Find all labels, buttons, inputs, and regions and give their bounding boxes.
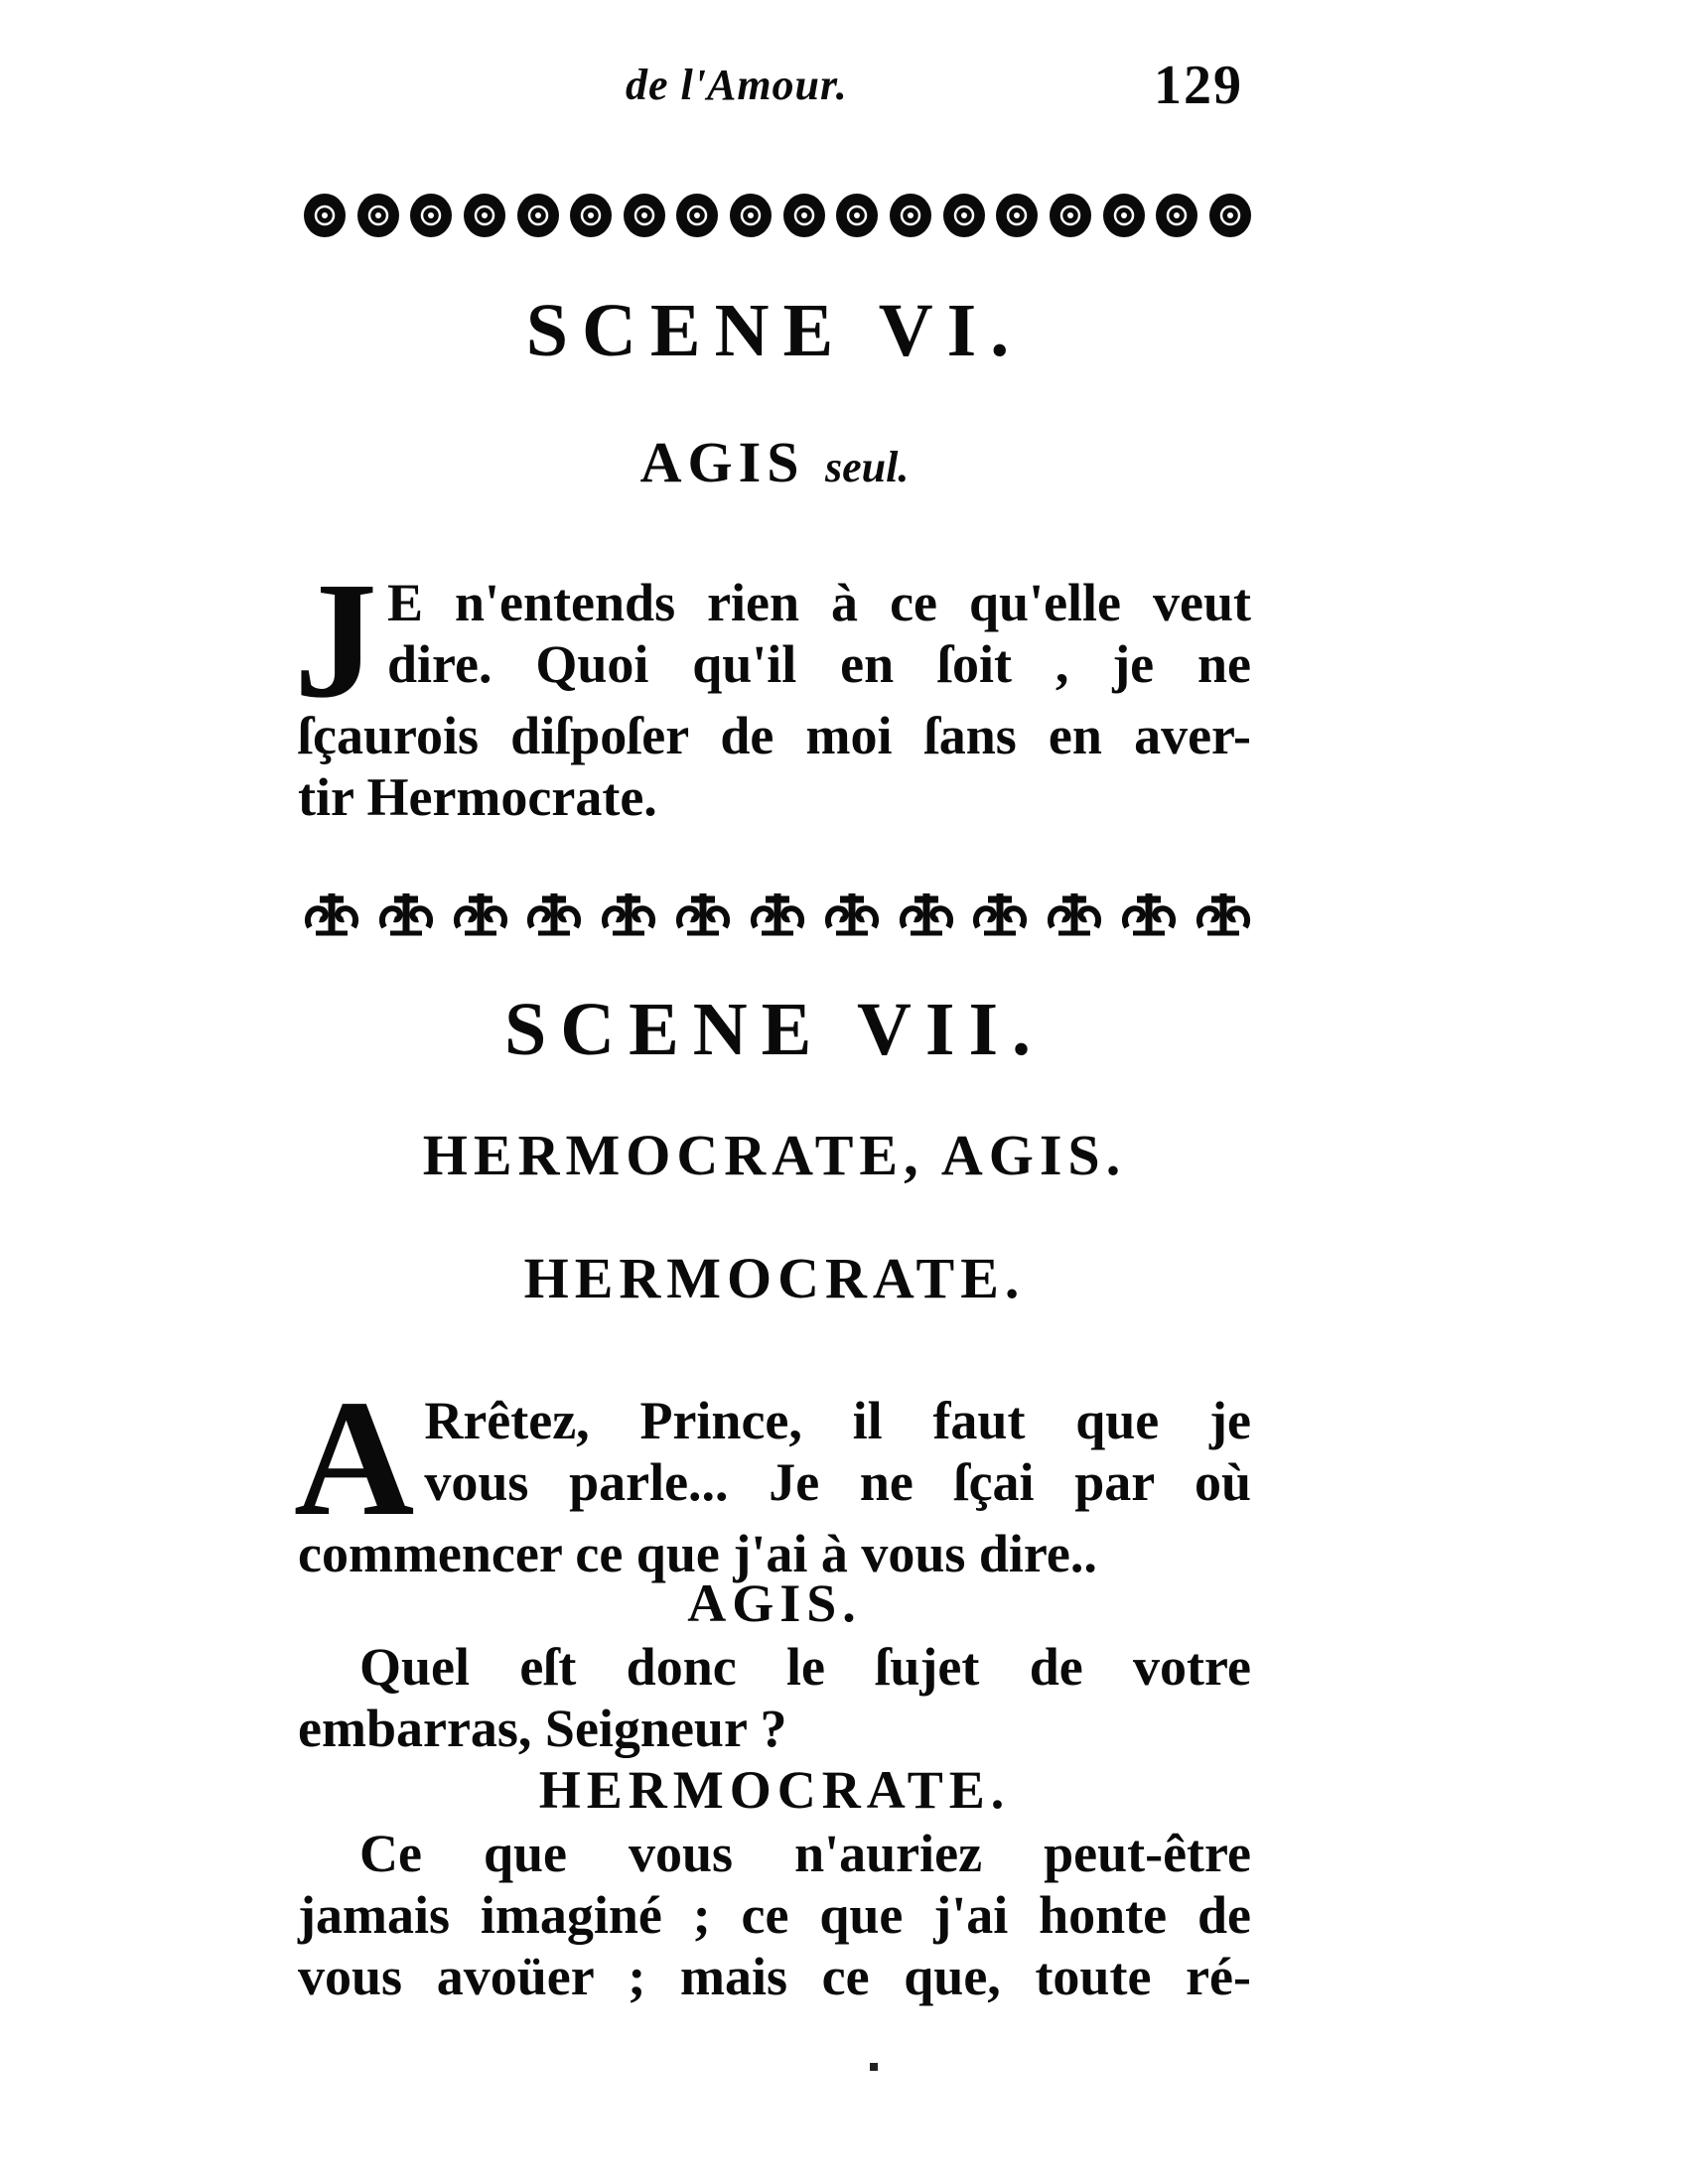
- fleuron-scroll-icon: [970, 887, 1030, 939]
- fleuron-rosette-icon: [355, 190, 401, 239]
- fleuron-rosette-icon: [728, 190, 774, 239]
- fleuron-rosette-icon: [568, 190, 614, 239]
- speaker-heading: [278, 429, 1271, 495]
- text-line: commencer ce que j'ai à vous dire..: [298, 1524, 1097, 1583]
- fleuron-scroll-icon: [599, 887, 658, 939]
- fleuron-rosette-icon: [781, 190, 827, 239]
- fleuron-rosette-icon: [408, 190, 454, 239]
- fleuron-rosette-icon: [302, 190, 348, 239]
- text-line: embarras, Seigneur ?: [298, 1699, 787, 1758]
- fleuron-rosette-icon: [1154, 190, 1199, 239]
- fleuron-rosette-icon: [515, 190, 561, 239]
- text-line: Quel eſt donc le ſujet de votre: [359, 1637, 1251, 1697]
- running-title: de l'Amour.: [626, 61, 848, 109]
- speaker-heading: HERMOCRATE.: [523, 1246, 1026, 1310]
- fleuron-scroll-icon: [1194, 887, 1253, 939]
- speech-paragraph: [294, 548, 1251, 828]
- text-line: vous parle... Je ne ſçai par où: [424, 1452, 1251, 1512]
- fleuron-rosette-icon: [1101, 190, 1147, 239]
- fleuron-rosette-icon: [1207, 190, 1253, 239]
- fleuron-rosette-icon: [834, 190, 880, 239]
- fleuron-rosette-icon: [994, 190, 1040, 239]
- fleuron-rosette-icon: [888, 190, 933, 239]
- text-line: jamais imaginé ; ce que j'ai honte de: [298, 1885, 1251, 1945]
- ornament-band-top: [302, 185, 1253, 244]
- running-head: [298, 52, 1251, 131]
- fleuron-scroll-icon: [1045, 887, 1104, 939]
- text-line: Ce que vous n'auriez peut-être: [359, 1824, 1251, 1883]
- fleuron-scroll-icon: [302, 887, 361, 939]
- fleuron-scroll-icon: [897, 887, 956, 939]
- drop-cap: J: [294, 548, 377, 733]
- text-line: vous avoüer ; mais ce que, toute ré-: [298, 1947, 1251, 2006]
- speech-paragraph: [298, 1636, 1251, 1759]
- text-line: ſçaurois diſpoſer de moi ſans en aver-: [298, 706, 1251, 765]
- page-number: 129: [1154, 55, 1243, 116]
- scene-heading: SCENE VI.: [525, 289, 1024, 372]
- fleuron-scroll-icon: [451, 887, 510, 939]
- printer-mark: [870, 2063, 878, 2071]
- speech-paragraph: [294, 1366, 1251, 1584]
- text-line: E n'entends rien à ce qu'elle veut: [387, 573, 1251, 632]
- scene-heading: SCENE VII.: [503, 988, 1046, 1071]
- fleuron-scroll-icon: [1119, 887, 1179, 939]
- fleuron-rosette-icon: [622, 190, 667, 239]
- fleuron-scroll-icon: [748, 887, 807, 939]
- text-line: Rrêtez, Prince, il faut que je: [424, 1391, 1251, 1450]
- fleuron-scroll-icon: [376, 887, 436, 939]
- stage-direction: seul.: [824, 443, 910, 491]
- fleuron-rosette-icon: [674, 190, 720, 239]
- speech-paragraph: [298, 1823, 1251, 2007]
- speaker-heading: HERMOCRATE.: [538, 1760, 1011, 1820]
- text-line: dire. Quoi qu'il en ſoit , je ne: [387, 634, 1251, 694]
- fleuron-rosette-icon: [462, 190, 507, 239]
- fleuron-scroll-icon: [524, 887, 584, 939]
- drop-cap: A: [294, 1366, 415, 1551]
- fleuron-rosette-icon: [941, 190, 987, 239]
- speaker-name: AGIS: [639, 430, 805, 494]
- speaker-heading: AGIS.: [687, 1573, 862, 1633]
- fleuron-rosette-icon: [1048, 190, 1093, 239]
- fleuron-scroll-icon: [822, 887, 882, 939]
- text-line: tir Hermocrate.: [298, 767, 657, 827]
- fleuron-scroll-icon: [673, 887, 733, 939]
- ornament-band-middle: [302, 884, 1253, 943]
- character-list: HERMOCRATE, AGIS.: [422, 1123, 1127, 1187]
